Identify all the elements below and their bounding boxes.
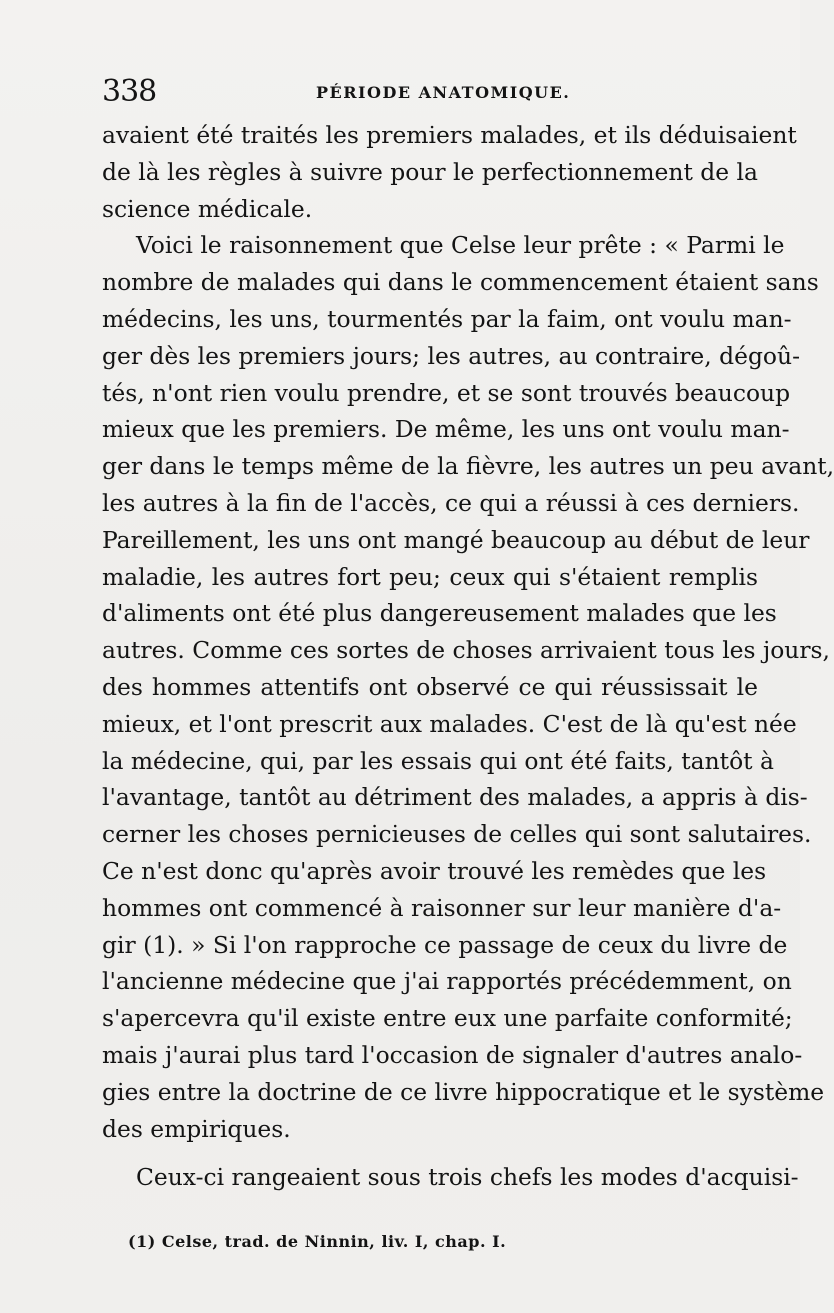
text-line: science médicale. [102, 194, 313, 223]
text-line: Voici le raisonnement que Celse leur prête : « Parmi le [136, 231, 785, 260]
text-line: la médecine, qui, par les essais qui ont été faits, tantôt à [102, 746, 774, 775]
text-line: mais j'aurai plus tard l'occasion de signaler d'autres analo- [102, 1040, 803, 1069]
footnote: (1) Celse, trad. de Ninnin, liv. I, chap. I. [128, 1232, 507, 1251]
text-line: avaient été traités les premiers malades, et ils déduisaient [102, 121, 797, 149]
text-line: gies entre la doctrine de ce livre hippocratique et le système [102, 1077, 825, 1106]
text-line: tés, n'ont rien voulu prendre, et se sont trouvés beaucoup [102, 378, 791, 407]
page-header [102, 74, 760, 110]
text-line: mieux, et l'ont prescrit aux malades. C'est de là qu'est née [102, 709, 797, 738]
text-line: l'avantage, tantôt au détriment des malades, a appris à dis- [102, 783, 808, 812]
text-line: médecins, les uns, tourmentés par la faim, ont voulu man- [102, 304, 792, 333]
text-line: maladie, les autres fort peu; ceux qui s'étaient remplis [102, 562, 758, 591]
text-line: les autres à la fin de l'accès, ce qui a réussi à ces derniers. [102, 488, 800, 517]
text-line: ger dans le temps même de la fièvre, les autres un peu avant, [102, 452, 834, 481]
text-line: gir (1). » Si l'on rapproche ce passage de ceux du livre de [102, 930, 788, 959]
text-line: des hommes attentifs ont observé ce qui réussissait le [102, 672, 758, 701]
text-line: Ceux-ci rangeaient sous trois chefs les modes d'acquisi- [136, 1163, 799, 1192]
text-line: de là les règles à suivre pour le perfectionnement de la [102, 157, 758, 186]
text-line: s'apercevra qu'il existe entre eux une parfaite conformité; [102, 1004, 793, 1033]
text-line: autres. Comme ces sortes de choses arrivaient tous les jours, [102, 636, 830, 665]
text-line: cerner les choses pernicieuses de celles qui sont salutaires. [102, 820, 812, 849]
text-line: Ce n'est donc qu'après avoir trouvé les remèdes que les [102, 856, 767, 885]
text-line: des empiriques. [102, 1114, 291, 1143]
page-number: 338 [102, 74, 157, 109]
text-line: nombre de malades qui dans le commencement étaient sans [102, 268, 819, 297]
text-line: ger dès les premiers jours; les autres, au contraire, dégoû- [102, 341, 800, 370]
text-line: Pareillement, les uns ont mangé beaucoup au début de leur [102, 525, 810, 554]
text-line: d'aliments ont été plus dangereusement malades que les [102, 599, 777, 628]
text-line: l'ancienne médecine que j'ai rapportés précédemment, on [102, 967, 792, 996]
running-title: PÉRIODE ANATOMIQUE. [316, 83, 571, 102]
text-line: mieux que les premiers. De même, les uns ont voulu man- [102, 415, 790, 444]
body-text [102, 117, 834, 1196]
text-line: hommes ont commencé à raisonner sur leur manière d'a- [102, 893, 782, 922]
